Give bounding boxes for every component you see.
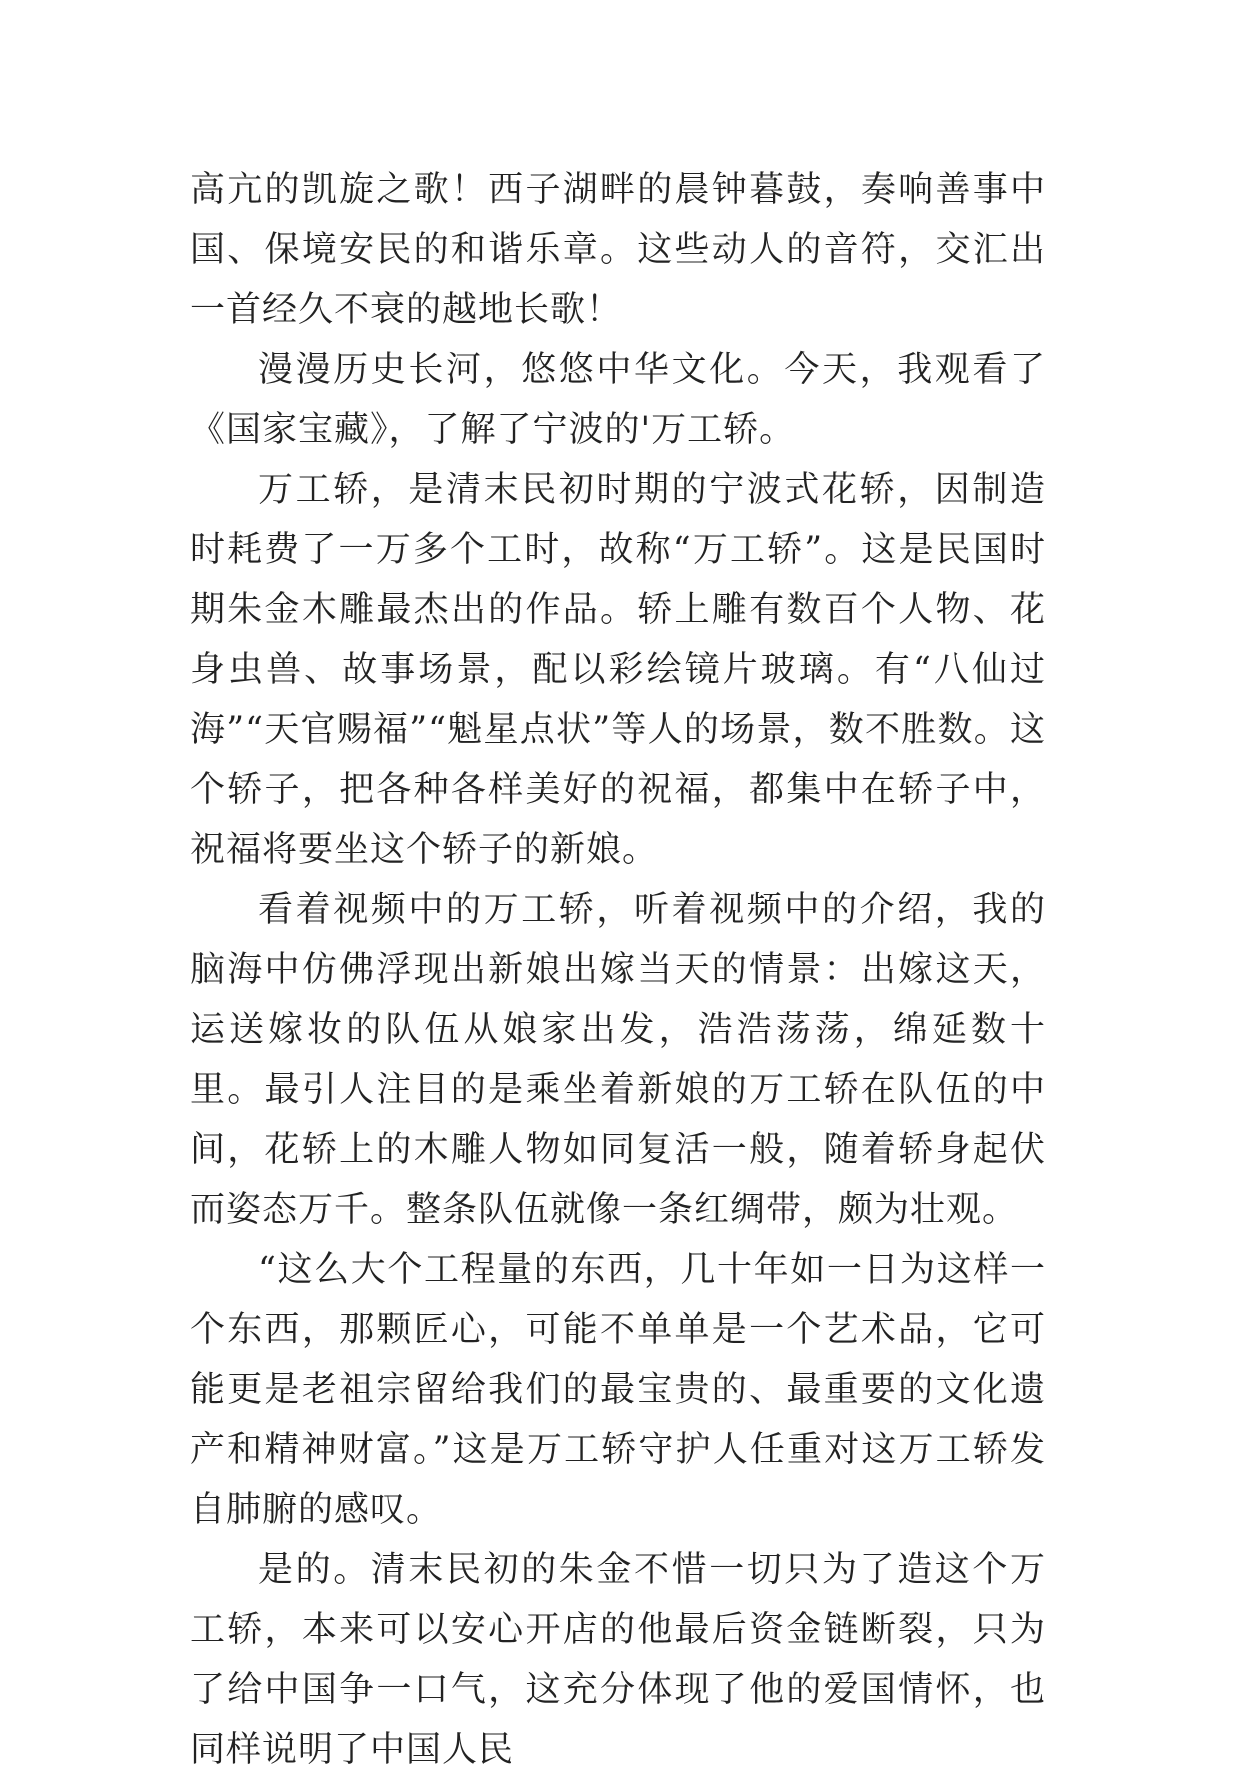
paragraph-3: 万工轿，是清末民初时期的宁波式花轿，因制造时耗费了一万多个工时，故称“万工轿”。这是民国时期朱金木雕最杰出的作品。轿上雕有数百个人物、花身虫兽、故事场景，配以彩绘镜片玻璃。有“八仙过海”“天官赐福”“魁星点状”等人的场景，数不胜数。这个轿子，把各种各样美好的祝福，都集中在轿子中，祝福将要坐这个轿子的新娘。 — [190, 470, 1046, 870]
paragraph-6: 是的。清末民初的朱金不惜一切只为了造这个万工轿，本来可以安心开店的他最后资金链断裂，只为了给中国争一口气，这充分体现了他的爱国情怀，也同样说明了中国人民 — [190, 1550, 1046, 1770]
paragraph-2: 漫漫历史长河，悠悠中华文化。今天，我观看了《国家宝藏》，了解了宁波的'万工轿。 — [190, 350, 1046, 450]
paragraph-4: 看着视频中的万工轿，听着视频中的介绍，我的脑海中仿佛浮现出新娘出嫁当天的情景：出嫁这天，运送嫁妆的队伍从娘家出发，浩浩荡荡，绵延数十里。最引人注目的是乘坐着新娘的万工轿在队伍的中间，花轿上的木雕人物如同复活一般，随着轿身起伏而姿态万千。整条队伍就像一条红绸带，颇为壮观。 — [190, 890, 1046, 1230]
body-text — [190, 160, 1046, 1780]
paragraph-1: 高亢的凯旋之歌！西子湖畔的晨钟暮鼓，奏响善事中国、保境安民的和谐乐章。这些动人的音符，交汇出一首经久不衰的越地长歌！ — [190, 170, 1046, 330]
paragraph-5: “这么大个工程量的东西，几十年如一日为这样一个东西，那颗匠心，可能不单单是一个艺术品，它可能更是老祖宗留给我们的最宝贵的、最重要的文化遗产和精神财富。”这是万工轿守护人任重对这万工轿发自肺腑的感叹。 — [190, 1250, 1046, 1530]
